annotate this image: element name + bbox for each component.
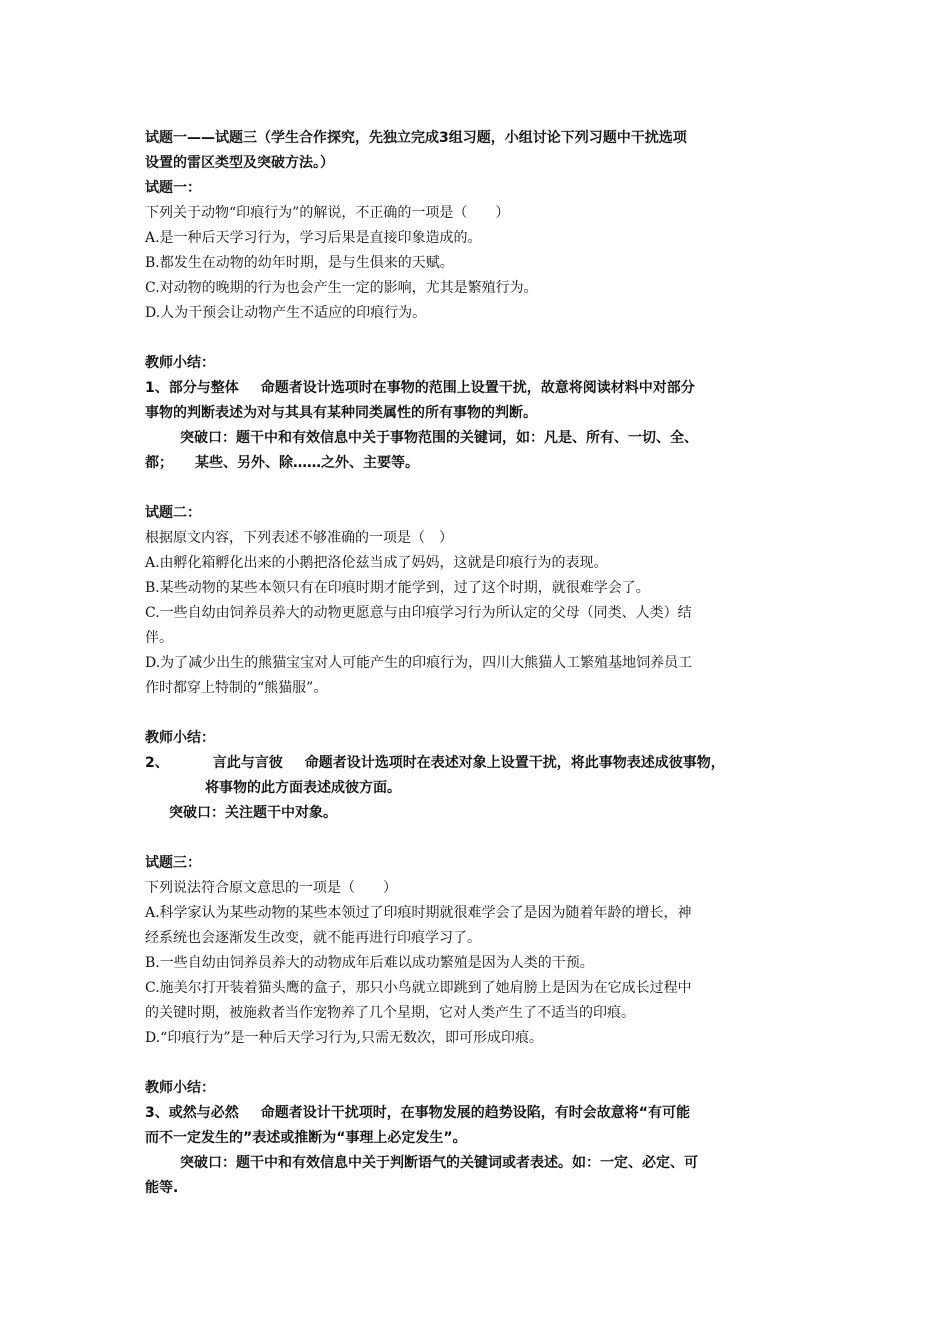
q3-option-c-1: C.施美尔打开装着猫头鹰的盒子，那只小鸟就立即跳到了她肩膀上是因为在它成长过程中 — [145, 980, 692, 996]
summary-2-tip: 突破口：关注题干中对象。 — [169, 805, 337, 821]
q3-option-d: D.“印痕行为”是一种后天学习行为,只需无数次，即可形成印痕。 — [145, 1030, 543, 1046]
summary-1-tip-1: 突破口：题干中和有效信息中关于事物范围的关键词，如：凡是、所有、一切、全、 — [180, 430, 698, 446]
q1-option-d: D.人为干预会让动物产生不适应的印痕行为。 — [145, 305, 427, 321]
intro-line-1: 试题一——试题三（学生合作探究，先独立完成3组习题，小组讨论下列习题中干扰选项 — [145, 130, 687, 146]
summary-3-title: 3、或然与必然 — [145, 1105, 239, 1121]
intro-line-2: 设置的雷区类型及突破方法。） — [145, 155, 334, 171]
summary-1-tip-2 — [145, 451, 805, 476]
q3-stem: 下列说法符合原文意思的一项是（ ） — [145, 880, 397, 896]
summary-1-tip-2b: 某些、另外、除……之外、主要等。 — [195, 455, 419, 471]
q2-option-d-2: 作时都穿上特制的“熊猫服”。 — [145, 680, 328, 696]
q1-option-c: C.对动物的晚期的行为也会产生一定的影响，尤其是繁殖行为。 — [145, 280, 538, 296]
q3-option-a-2: 经系统也会逐渐发生改变，就不能再进行印痕学习了。 — [145, 930, 481, 946]
q2-heading: 试题二： — [145, 505, 201, 521]
q1-option-a: A.是一种后天学习行为，学习后果是直接印象造成的。 — [145, 230, 482, 246]
spacer — [145, 326, 805, 351]
summary-1-desc-1: 命题者设计选项时在事物的范围上设置干扰，故意将阅读材料中对部分 — [260, 380, 695, 396]
summary-1-title: 1、部分与整体 — [145, 380, 239, 396]
summary-1-rule — [145, 376, 805, 401]
document-page — [145, 126, 805, 1201]
summary-1-tip-2a: 都； — [145, 455, 173, 471]
summary-3-desc-2: 而不一定发生的”表述或推断为“事理上必定发生”。 — [145, 1130, 467, 1146]
spacer — [145, 701, 805, 726]
summary-3-rule — [145, 1101, 805, 1126]
summary-2-heading: 教师小结： — [145, 730, 215, 746]
q2-stem: 根据原文内容，下列表述不够准确的一项是（ ） — [145, 530, 453, 546]
summary-3-heading: 教师小结： — [145, 1080, 215, 1096]
q1-stem: 下列关于动物“印痕行为”的解说，不正确的一项是（ ） — [145, 205, 510, 221]
q2-option-d-1: D.为了减少出生的熊猫宝宝对人可能产生的印痕行为，四川大熊猫人工繁殖基地饲养员工 — [145, 655, 693, 671]
q3-option-b: B.一些自幼由饲养员养大的动物成年后难以成功繁殖是因为人类的干预。 — [145, 955, 594, 971]
summary-2-number: 2、 — [145, 755, 169, 771]
summary-2-desc-2: 将事物的此方面表述成彼方面。 — [205, 780, 401, 796]
q2-option-c-1: C.一些自幼由饲养员养大的动物更愿意与由印痕学习行为所认定的父母（同类、人类）结 — [145, 605, 692, 621]
spacer — [145, 476, 805, 501]
summary-3-desc-1: 命题者设计干扰项时，在事物发展的趋势设陷，有时会故意将“有可能 — [260, 1105, 690, 1121]
summary-1-heading: 教师小结： — [145, 355, 215, 371]
summary-2-rule — [145, 751, 805, 776]
q2-option-c-2: 伴。 — [145, 630, 173, 646]
q3-option-a-1: A.科学家认为某些动物的某些本领过了印痕时期就很难学会了是因为随着年龄的增长，神 — [145, 905, 692, 921]
q2-option-b: B.某些动物的某些本领只有在印痕时期才能学到，过了这个时期，就很难学会了。 — [145, 580, 650, 596]
q3-option-c-2: 的关键时期，被施救者当作宠物养了几个星期，它对人类产生了不适当的印痕。 — [145, 1005, 635, 1021]
q2-option-a: A.由孵化箱孵化出来的小鹅把洛伦兹当成了妈妈，这就是印痕行为的表现。 — [145, 555, 608, 571]
spacer — [145, 1051, 805, 1076]
q1-option-b: B.都发生在动物的幼年时期，是与生俱来的天赋。 — [145, 255, 454, 271]
summary-1-desc-2: 事物的判断表述为对与其具有某种同类属性的所有事物的判断。 — [145, 405, 537, 421]
q1-heading: 试题一： — [145, 180, 201, 196]
summary-2-desc-1: 命题者设计选项时在表述对象上设置干扰，将此事物表述成彼事物， — [304, 755, 725, 771]
summary-3-tip-2: 能等. — [145, 1180, 179, 1196]
summary-3-tip-1: 突破口：题干中和有效信息中关于判断语气的关键词或者表述。如：一定、必定、可 — [180, 1155, 698, 1171]
summary-2-title: 言此与言彼 — [212, 755, 283, 771]
spacer — [145, 826, 805, 851]
q3-heading: 试题三： — [145, 855, 201, 871]
